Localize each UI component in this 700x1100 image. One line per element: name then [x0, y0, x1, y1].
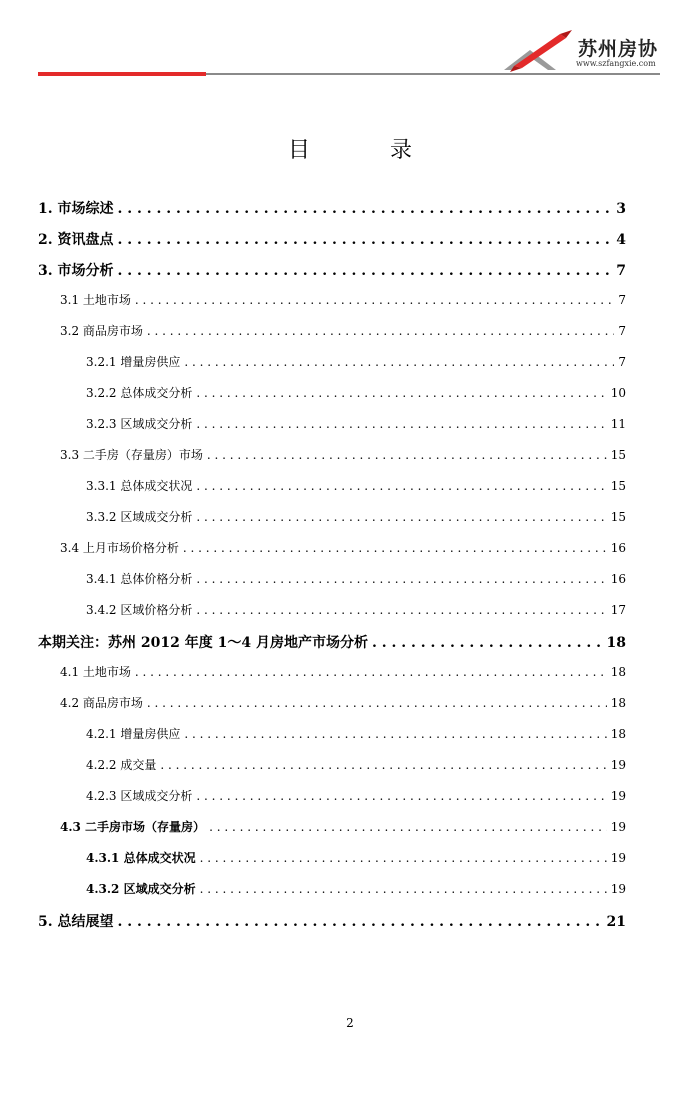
toc-entry[interactable]	[86, 880, 626, 897]
toc-entry-page: 19	[610, 820, 626, 834]
toc-entry[interactable]	[38, 198, 626, 218]
toc-entry-label: 2. 资讯盘点	[38, 232, 114, 248]
toc-entry-label: 3.3.2 区域成交分析	[86, 510, 193, 524]
toc-leader-dots	[196, 789, 606, 803]
pen-roof-logo-icon	[500, 30, 578, 74]
toc-entry-page: 7	[618, 324, 626, 338]
toc-title-char-1: 目	[287, 138, 310, 163]
toc-entry-label: 4.2 商品房市场	[60, 696, 143, 710]
toc-entry-page: 19	[610, 851, 626, 865]
toc-entry-page: 11	[610, 417, 626, 431]
toc-entry-page: 16	[610, 541, 626, 555]
toc-entry-label: 4.2.1 增量房供应	[86, 727, 181, 741]
toc-entry-label: 3.4.2 区域价格分析	[86, 603, 193, 617]
toc-entry-page: 4	[616, 232, 626, 248]
toc-entry-label: 3.2 商品房市场	[60, 324, 143, 338]
toc-entry-label: 4.1 土地市场	[60, 665, 131, 679]
toc-leader-dots	[372, 635, 603, 651]
toc-leader-dots	[196, 572, 606, 586]
toc-entry[interactable]	[38, 260, 626, 280]
toc-leader-dots	[135, 293, 614, 307]
toc-entry-page: 7	[618, 293, 626, 307]
page-number: 2	[346, 1016, 354, 1030]
toc-leader-dots	[147, 696, 607, 710]
header-gray-rule	[206, 73, 660, 75]
toc-leader-dots	[147, 324, 614, 338]
toc-entry[interactable]	[60, 539, 626, 556]
toc-leader-dots	[118, 232, 613, 248]
toc-entry-page: 21	[606, 914, 626, 930]
toc-entry[interactable]	[38, 911, 626, 931]
toc-leader-dots	[135, 665, 607, 679]
toc-entry[interactable]	[86, 849, 626, 866]
toc-entry[interactable]	[86, 353, 626, 370]
toc-entry-page: 10	[610, 386, 626, 400]
toc-entry[interactable]	[60, 663, 626, 680]
toc-entry-label: 3.2.3 区域成交分析	[86, 417, 193, 431]
toc-entry-label: 4.3.1 总体成交状况	[86, 851, 196, 865]
toc-entry[interactable]	[60, 446, 626, 463]
toc-entry-page: 17	[610, 603, 626, 617]
toc-entry-page: 19	[610, 882, 626, 896]
toc-leader-dots	[160, 758, 606, 772]
toc-leader-dots	[118, 914, 603, 930]
toc-entry-page: 15	[610, 479, 626, 493]
toc-entry-page: 18	[606, 635, 626, 651]
logo-url: www.szfangxie.com	[576, 59, 656, 68]
toc-entry[interactable]	[86, 725, 626, 742]
toc-entry-label: 3.2.2 总体成交分析	[86, 386, 193, 400]
toc-entry-label: 3.4 上月市场价格分析	[60, 541, 179, 555]
toc-entry-page: 19	[610, 789, 626, 803]
toc-entry-page: 7	[618, 355, 626, 369]
toc-leader-dots	[118, 263, 613, 279]
toc-entry[interactable]	[38, 229, 626, 249]
toc-leader-dots	[184, 727, 606, 741]
toc-leader-dots	[196, 386, 606, 400]
toc-entry-label: 1. 市场综述	[38, 201, 114, 217]
toc-entry-page: 15	[610, 448, 626, 462]
toc-entry-label: 3. 市场分析	[38, 263, 114, 279]
toc-entry[interactable]	[86, 384, 626, 401]
toc-leader-dots	[209, 820, 607, 834]
toc-entry-page: 16	[610, 572, 626, 586]
toc-entry-label: 4.2.3 区域成交分析	[86, 789, 193, 803]
toc-entry-page: 18	[610, 696, 626, 710]
toc-title-char-2: 录	[390, 138, 413, 163]
toc-leader-dots	[200, 851, 607, 865]
header-red-rule	[38, 72, 206, 76]
page-header	[0, 0, 700, 80]
toc-entry-label: 5. 总结展望	[38, 914, 114, 930]
toc-entry[interactable]	[60, 818, 626, 835]
toc-leader-dots	[196, 479, 606, 493]
toc-leader-dots	[200, 882, 607, 896]
logo-text: 苏州房协	[578, 38, 659, 60]
toc-entry-label: 4.3.2 区域成交分析	[86, 882, 196, 896]
toc-leader-dots	[196, 510, 606, 524]
toc-entry[interactable]	[86, 787, 626, 804]
toc-entry-label: 4.3 二手房市场（存量房）	[60, 820, 206, 834]
toc-entry-label: 3.3 二手房（存量房）市场	[60, 448, 203, 462]
toc-entry[interactable]	[86, 508, 626, 525]
toc-entry-page: 15	[610, 510, 626, 524]
toc-leader-dots	[183, 541, 607, 555]
toc-entry-label: 3.1 土地市场	[60, 293, 131, 307]
toc-entry[interactable]	[86, 756, 626, 773]
toc-entry[interactable]	[60, 291, 626, 308]
toc-title	[0, 133, 700, 164]
toc-entry-page: 19	[610, 758, 626, 772]
toc-entry-label: 3.4.1 总体价格分析	[86, 572, 193, 586]
toc-entry[interactable]	[60, 694, 626, 711]
toc-entry-label: 3.2.1 增量房供应	[86, 355, 181, 369]
toc-entry-page: 18	[610, 727, 626, 741]
toc-entry[interactable]	[60, 322, 626, 339]
toc-entry-label: 3.3.1 总体成交状况	[86, 479, 193, 493]
toc-entry-label: 4.2.2 成交量	[86, 758, 157, 772]
toc-leader-dots	[207, 448, 607, 462]
toc-entry[interactable]	[86, 477, 626, 494]
toc-entry[interactable]	[86, 601, 626, 618]
toc-leader-dots	[184, 355, 614, 369]
toc-entry[interactable]	[86, 570, 626, 587]
toc-entry-page: 7	[616, 263, 626, 279]
toc-entry[interactable]	[86, 415, 626, 432]
toc-entry-page: 18	[610, 665, 626, 679]
toc-entry-label: 本期关注：苏州 2012 年度 1～4 月房地产市场分析	[38, 635, 368, 651]
toc-entry[interactable]	[38, 632, 626, 652]
toc-leader-dots	[196, 417, 606, 431]
toc-leader-dots	[196, 603, 606, 617]
toc-entry-page: 3	[616, 201, 626, 217]
toc-leader-dots	[118, 201, 613, 217]
